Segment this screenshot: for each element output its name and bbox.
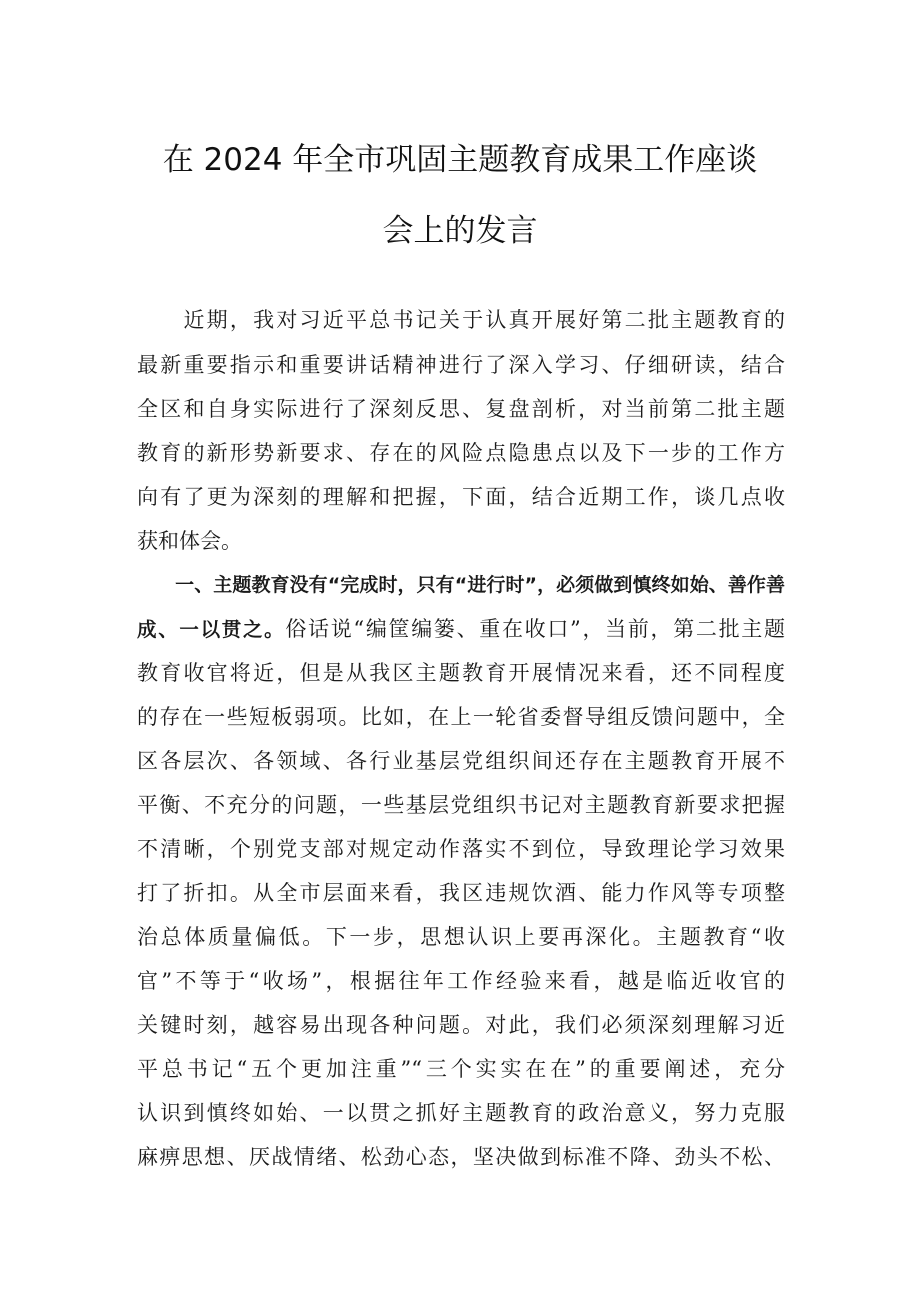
section-heading-line-2: 成、一以贯之。 <box>137 618 286 641</box>
paragraph-2-line-10: 官”不等于“收场”，根据往年工作经验来看，越是临近收官的 <box>137 969 785 993</box>
paragraph-1-line-5: 向有了更为深刻的理解和把握，下面，结合近期工作，谈几点收 <box>137 485 785 509</box>
document-title-line-2: 会上的发言 <box>382 213 538 249</box>
paragraph-2-line-12: 平总书记“五个更加注重”“三个实实在在”的重要阐述，充分 <box>137 1057 785 1081</box>
paragraph-2-line-8: 打了折扣。从全市层面来看，我区违规饮酒、能力作风等专项整 <box>137 881 785 905</box>
paragraph-1-line-4: 教育的新形势新要求、存在的风险点隐患点以及下一步的工作方 <box>137 441 785 465</box>
paragraph-2-line-6: 平衡、不充分的问题，一些基层党组织书记对主题教育新要求把握 <box>137 793 785 817</box>
paragraph-1-line-6: 获和体会。 <box>137 529 242 553</box>
paragraph-2-line-9: 治总体质量偏低。下一步，思想认识上要再深化。主题教育“收 <box>137 925 785 949</box>
paragraph-1-line-2: 最新重要指示和重要讲话精神进行了深入学习、仔细研读，结合 <box>137 353 785 377</box>
paragraph-2-line-2 <box>137 612 785 646</box>
document-title-line-1: 在 2024 年全市巩固主题教育成果工作座谈 <box>162 142 758 178</box>
paragraph-2-line-7: 不清晰，个别党支部对规定动作落实不到位，导致理论学习效果 <box>137 837 785 861</box>
paragraph-1-line-3: 全区和自身实际进行了深刻反思、复盘剖析，对当前第二批主题 <box>137 397 785 421</box>
paragraph-2-line-5: 区各层次、各领域、各行业基层党组织间还存在主题教育开展不 <box>137 749 785 773</box>
paragraph-2-line-13: 认识到慎终如始、一以贯之抓好主题教育的政治意义，努力克服 <box>137 1101 785 1125</box>
paragraph-2-line-2-text: 俗话说“编筐编篓、重在收口”，当前，第二批主题 <box>285 617 785 641</box>
paragraph-2-line-3: 教育收官将近，但是从我区主题教育开展情况来看，还不同程度 <box>137 661 785 685</box>
paragraph-2-line-11: 关键时刻，越容易出现各种问题。对此，我们必须深刻理解习近 <box>137 1013 785 1037</box>
section-heading-line-1: 一、主题教育没有“完成时，只有“进行时”，必须做到慎终如始、善作善 <box>137 574 785 596</box>
paragraph-2-line-4: 的存在一些短板弱项。比如，在上一轮省委督导组反馈问题中，全 <box>137 705 785 729</box>
paragraph-2-line-14: 麻痹思想、厌战情绪、松劲心态，坚决做到标准不降、劲头不松、 <box>137 1145 785 1169</box>
paragraph-1-line-1: 近期，我对习近平总书记关于认真开展好第二批主题教育的 <box>137 308 785 332</box>
